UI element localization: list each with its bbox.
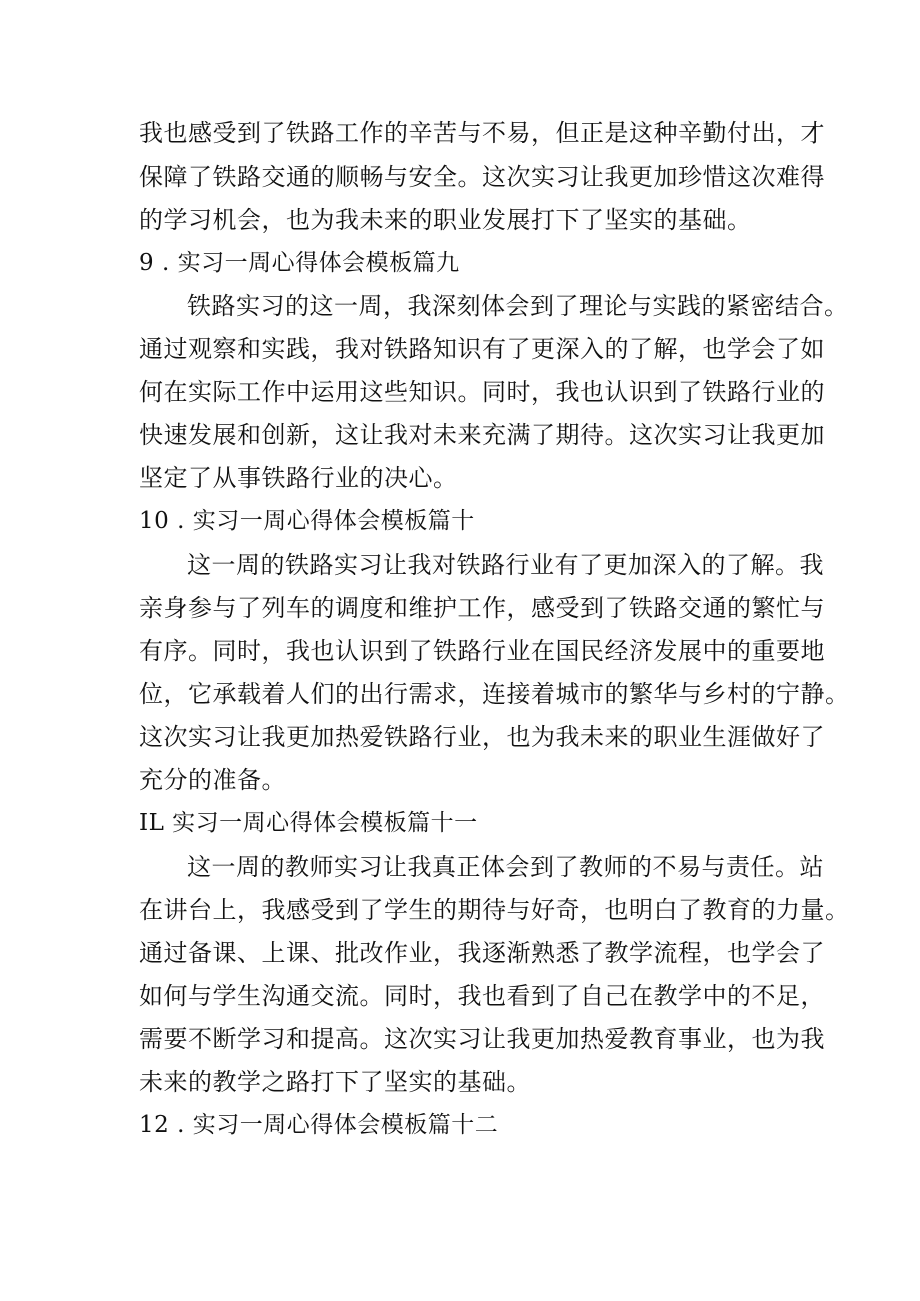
paragraph-line: 这一周的铁路实习让我对铁路行业有了更加深入的了解。我 bbox=[187, 551, 824, 579]
paragraph-line: 保障了铁路交通的顺畅与安全。这次实习让我更加珍惜这次难得 bbox=[139, 163, 825, 191]
paragraph-line: 位，它承载着人们的出行需求，连接着城市的繁华与乡村的宁静。 bbox=[139, 680, 850, 708]
paragraph-line: 的学习机会，也为我未来的职业发展打下了坚实的基础。 bbox=[139, 206, 752, 234]
paragraph-line: 这一周的教师实习让我真正体会到了教师的不易与责任。站 bbox=[187, 853, 824, 881]
paragraph-line: 我也感受到了铁路工作的辛苦与不易，但正是这种辛勤付出，才 bbox=[139, 119, 825, 147]
paragraph-line: 在讲台上，我感受到了学生的期待与好奇，也明白了教育的力量。 bbox=[139, 896, 850, 924]
paragraph-line: 充分的准备。 bbox=[139, 766, 286, 794]
paragraph-line: 亲身参与了列车的调度和维护工作，感受到了铁路交通的繁忙与 bbox=[139, 594, 825, 622]
paragraph-line: 如何与学生沟通交流。同时，我也看到了自己在教学中的不足， bbox=[139, 982, 825, 1010]
paragraph-line: 有序。同时，我也认识到了铁路行业在国民经济发展中的重要地 bbox=[139, 637, 825, 665]
paragraph-line: 坚定了从事铁路行业的决心。 bbox=[139, 464, 458, 492]
paragraph-line: 未来的教学之路打下了坚实的基础。 bbox=[139, 1068, 531, 1096]
section-heading-10: 10 . 实习一周心得体会模板篇十 bbox=[139, 508, 475, 534]
paragraph-line: 通过观察和实践，我对铁路知识有了更深入的了解，也学会了如 bbox=[139, 335, 825, 363]
paragraph-line: 何在实际工作中运用这些知识。同时，我也认识到了铁路行业的 bbox=[139, 378, 825, 406]
paragraph-line: 快速发展和创新，这让我对未来充满了期待。这次实习让我更加 bbox=[139, 421, 825, 449]
section-heading-9: 9 . 实习一周心得体会模板篇九 bbox=[139, 250, 460, 276]
section-heading-11: IL 实习一周心得体会模板篇十一 bbox=[139, 810, 478, 836]
paragraph-line: 需要不断学习和提高。这次实习让我更加热爱教育事业，也为我 bbox=[139, 1025, 825, 1053]
section-heading-12: 12 . 实习一周心得体会模板篇十二 bbox=[139, 1112, 499, 1138]
paragraph-line: 铁路实习的这一周，我深刻体会到了理论与实践的紧密结合。 bbox=[187, 292, 849, 320]
paragraph-line: 这次实习让我更加热爱铁路行业，也为我未来的职业生涯做好了 bbox=[139, 723, 825, 751]
paragraph-line: 通过备课、上课、批改作业，我逐渐熟悉了教学流程，也学会了 bbox=[139, 939, 825, 967]
